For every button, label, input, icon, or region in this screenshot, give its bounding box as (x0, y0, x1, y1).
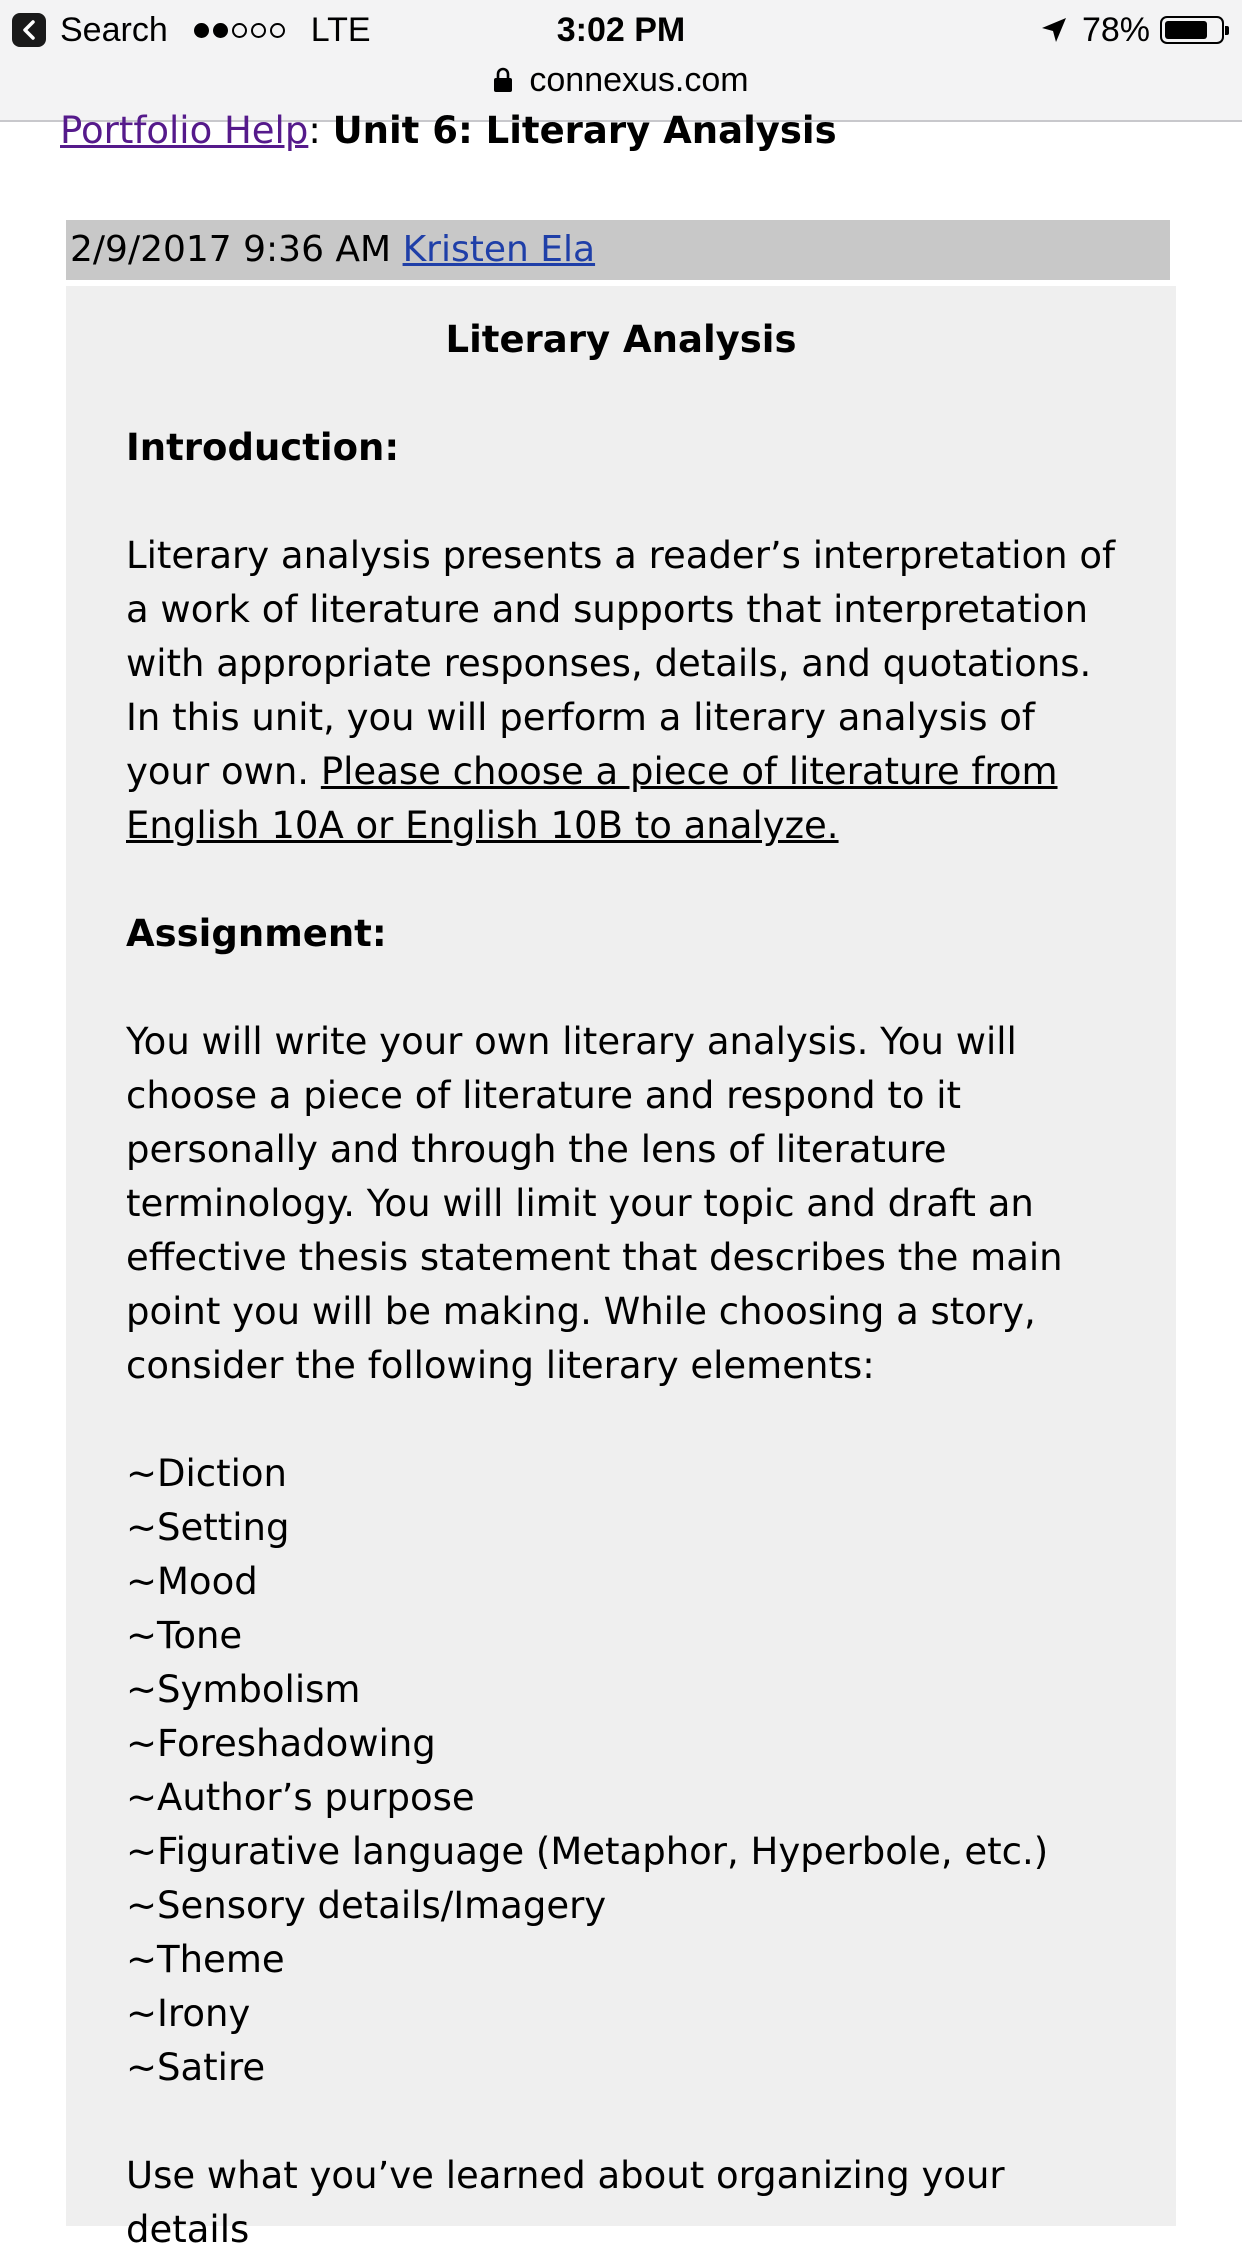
introduction-underlined-instruction: Please choose a piece of literature from English 10A or English 10B to analyze. (126, 750, 1058, 847)
post-date: 2/9/2017 9:36 AM (70, 229, 392, 270)
status-bar-right (1040, 8, 1224, 52)
battery-icon (1160, 16, 1224, 44)
literary-element-item: ~Figurative language (Metaphor, Hyperbole, etc.) (126, 1830, 1049, 1873)
assignment-heading: Assignment: (126, 912, 387, 955)
literary-element-item: ~Theme (126, 1938, 285, 1981)
literary-element-item: ~Symbolism (126, 1668, 361, 1711)
breadcrumb-separator: : (308, 109, 321, 152)
breadcrumb (60, 108, 837, 154)
literary-element-item: ~Tone (126, 1614, 243, 1657)
page-title: Unit 6: Literary Analysis (332, 109, 837, 152)
post-author-link[interactable]: Kristen Ela (402, 229, 596, 270)
breadcrumb-link-portfolio-help[interactable]: Portfolio Help (60, 109, 309, 152)
literary-element-item: ~Irony (126, 1992, 251, 2035)
post-body (66, 286, 1176, 2251)
carrier-label: LTE (310, 10, 371, 49)
literary-element-item: ~Foreshadowing (126, 1722, 436, 1765)
introduction-paragraph (126, 529, 1126, 853)
literary-element-item: ~Diction (126, 1452, 287, 1495)
address-domain: connexus.com (529, 60, 749, 99)
back-app-label[interactable]: Search (60, 10, 168, 49)
literary-element-item: ~Author’s purpose (126, 1776, 475, 1819)
introduction-heading: Introduction: (126, 426, 400, 469)
post-header (66, 220, 1170, 280)
post-title: Literary Analysis (445, 318, 797, 361)
assignment-paragraph: You will write your own literary analysis. You will choose a piece of literature and respond to it personally and through the lens of literature terminology. You will limit your topic and draft an effective thesis statement that describes the main point you will be making. While choosing a story, consider the following literary elements: (126, 1020, 1063, 1387)
literary-element-item: ~Mood (126, 1560, 258, 1603)
literary-element-item: ~Satire (126, 2046, 266, 2089)
post-content (126, 286, 1126, 2257)
status-time: 3:02 PM (556, 11, 686, 49)
literary-element-item: ~Sensory details/Imagery (126, 1884, 607, 1927)
address-bar[interactable] (0, 58, 1242, 102)
browser-top-bar (0, 0, 1242, 122)
battery-percent: 78% (1081, 10, 1150, 49)
location-arrow-icon (1040, 16, 1068, 44)
lock-icon (493, 67, 513, 93)
battery-level-fill (1165, 21, 1207, 39)
literary-elements-list (126, 1447, 1126, 2095)
literary-element-item: ~Setting (126, 1506, 290, 1549)
closing-paragraph: Use what you’ve learned about organizing your details (126, 2154, 1005, 2251)
introduction-text: Literary analysis presents a reader’s interpretation of a work of literature and supports that interpretation with appropriate responses, details, and quotations. In this unit, you will perform a literary analysis of your own. (126, 534, 1116, 793)
